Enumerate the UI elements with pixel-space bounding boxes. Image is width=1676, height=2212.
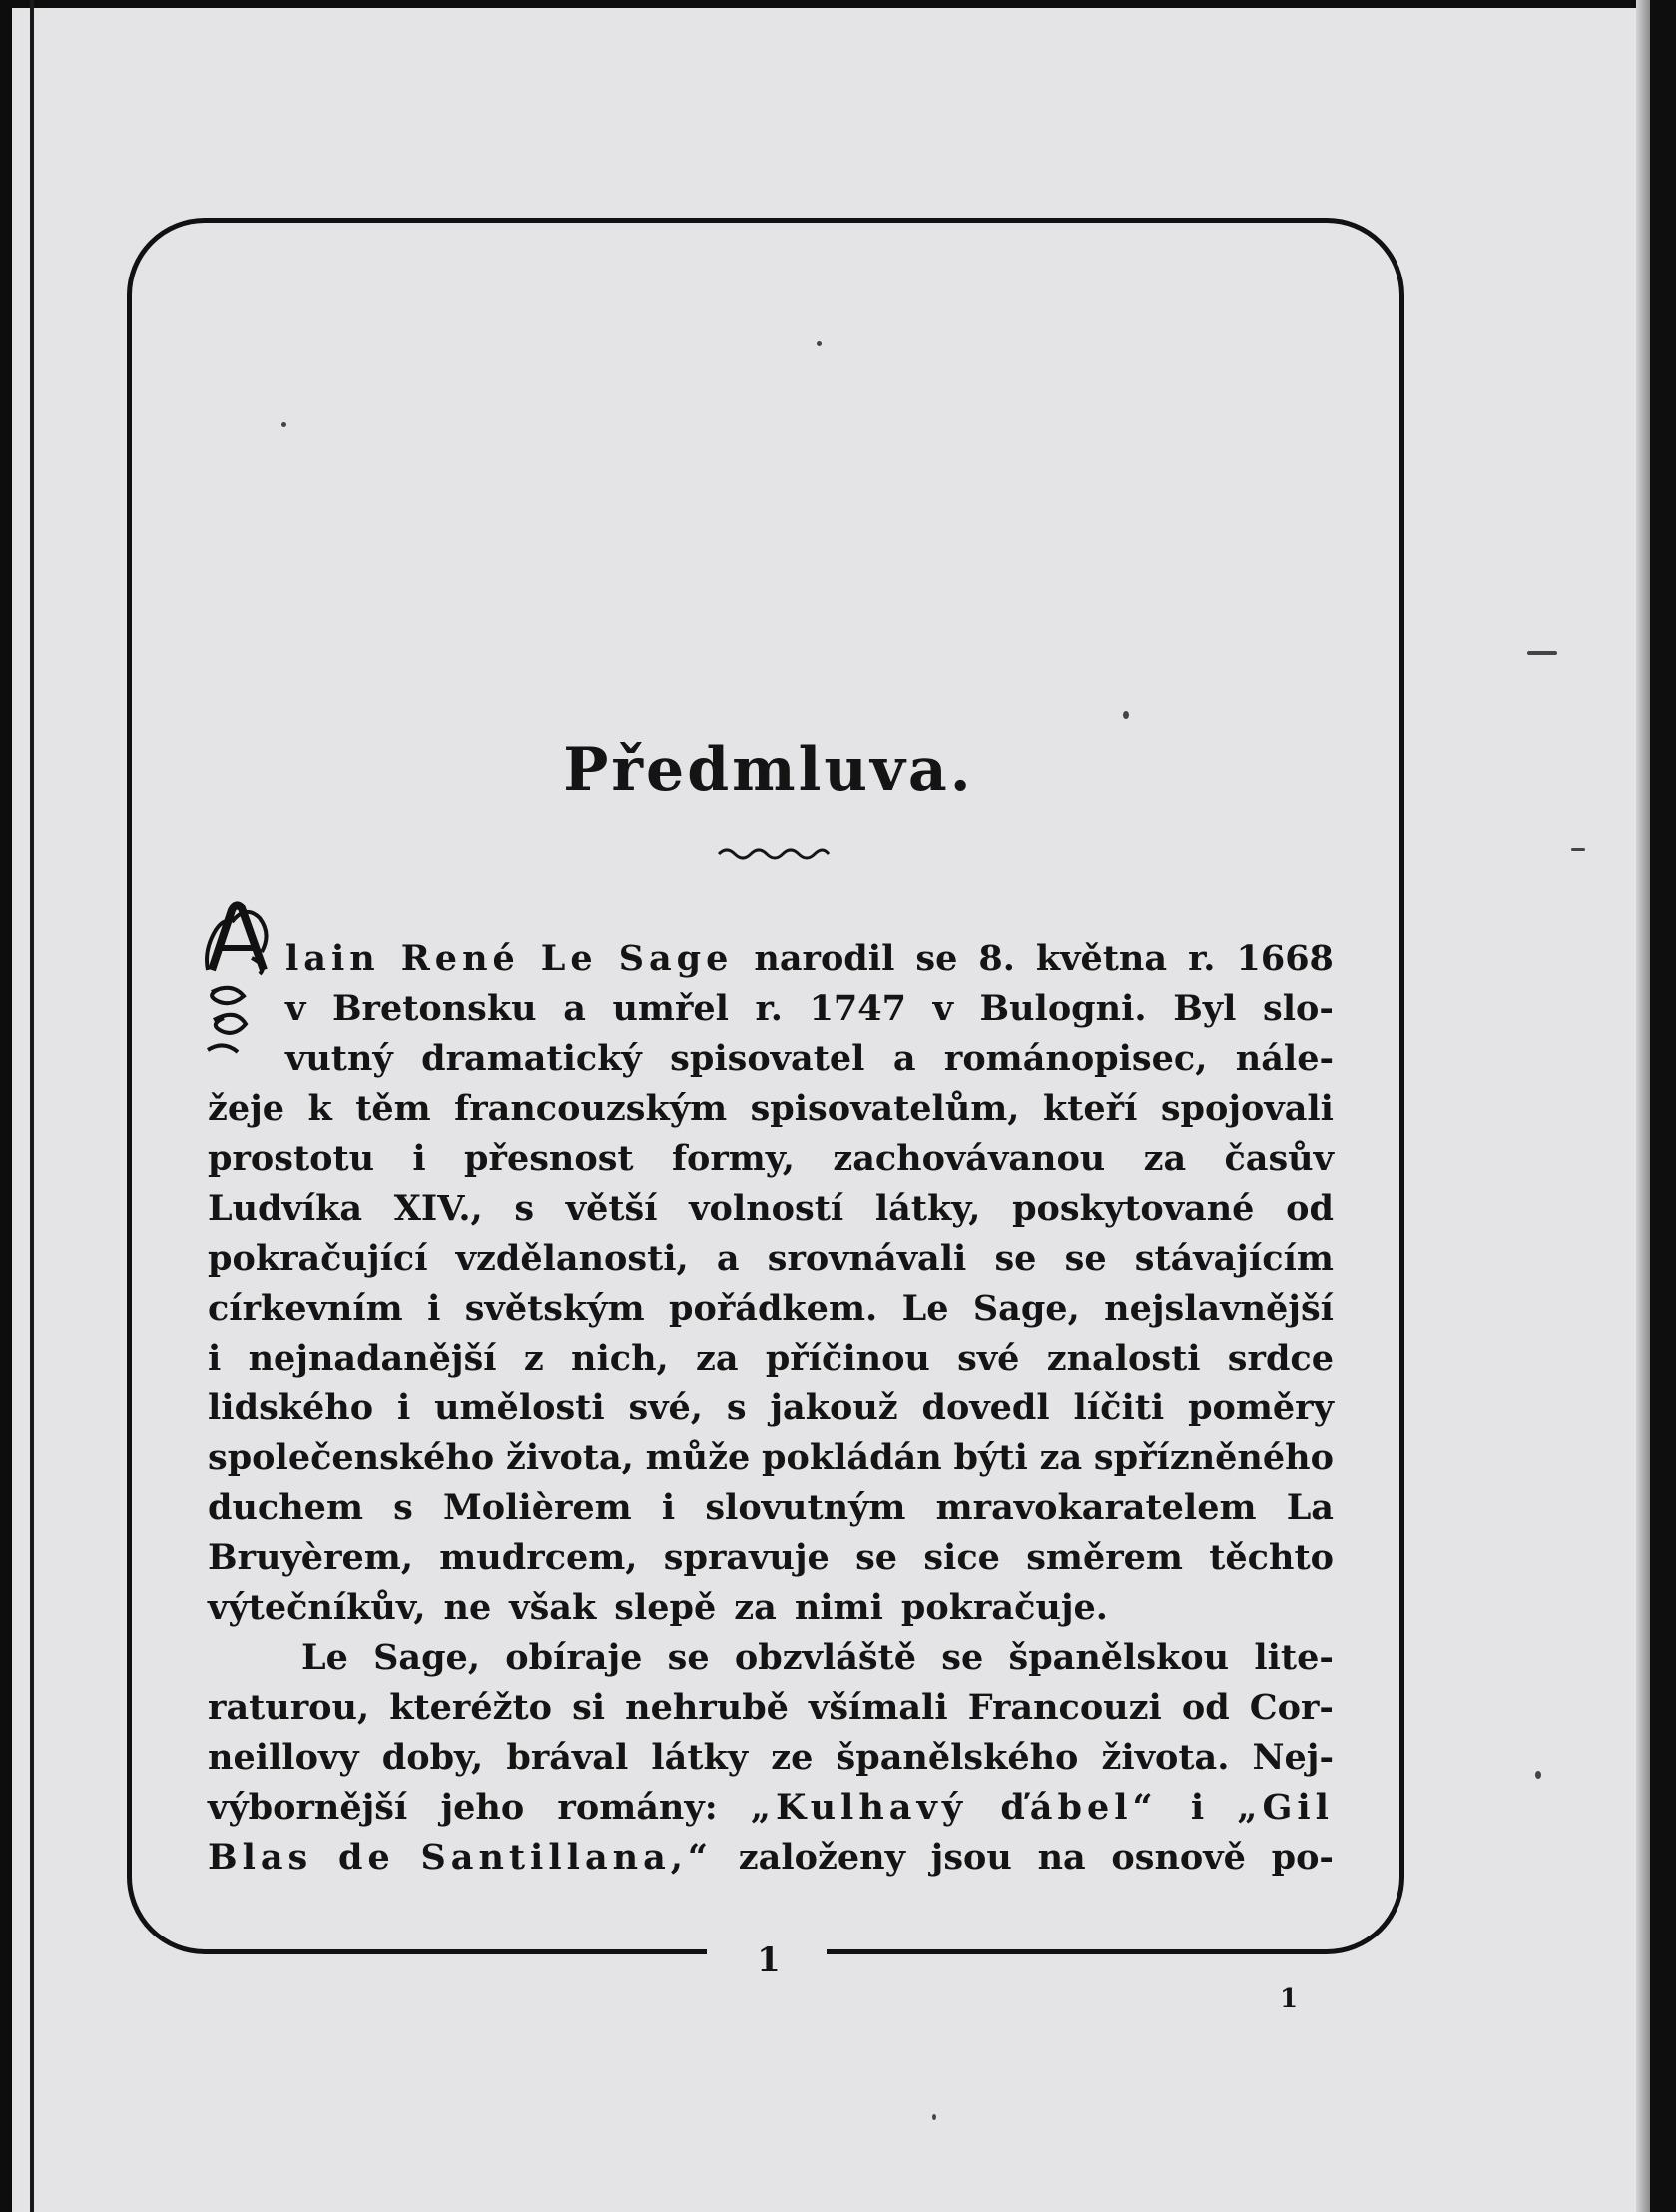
text-line [208,1833,1334,1883]
word: světským [464,1288,645,1329]
word: za [1039,1437,1083,1478]
text-line [208,984,1334,1034]
word: Francouzi [967,1687,1162,1728]
word: nejnadanější [248,1338,497,1379]
word: spisovatel [670,1038,865,1079]
word: brával [506,1737,629,1778]
word: raturou, [208,1687,370,1728]
word: de [338,1837,395,1878]
word: znalosti [1046,1338,1201,1379]
word: a [716,1238,740,1279]
word: s [726,1387,747,1428]
word: žeje [208,1088,285,1129]
word: lidského [208,1387,374,1428]
text-line [208,1383,1334,1433]
word: i [208,1338,222,1379]
word: přesnost [464,1138,634,1179]
word: vutný [285,1038,393,1079]
word: jeho [440,1787,525,1828]
text-line [208,934,1334,984]
word: r. [755,988,783,1029]
word: větší [565,1188,658,1229]
text-line [208,1234,1334,1284]
word: života, [505,1437,634,1478]
text-line [208,1084,1334,1134]
text-line [208,1683,1334,1733]
word: formy, [671,1138,795,1179]
word: církevním [208,1288,403,1329]
word: i [427,1288,441,1329]
word: doby, [381,1737,484,1778]
word: z [523,1338,544,1379]
word: zachovávanou [833,1138,1106,1179]
word: se [915,938,958,979]
word: nimi [794,1587,883,1628]
word: své [957,1338,1020,1379]
word: Nej- [1252,1737,1334,1778]
word: za [695,1338,739,1379]
word: „Gil [1237,1787,1334,1828]
word: volností [689,1188,844,1229]
text-line [208,1583,1334,1633]
word: obzvláště [734,1637,917,1678]
word: příčinou [765,1338,930,1379]
word: Le [901,1288,949,1329]
word: pokračující [208,1238,428,1279]
scan-speck [1571,848,1585,851]
word: Molièrem [443,1487,632,1528]
word: však [509,1587,597,1628]
word: francouzským [454,1088,728,1129]
text-line [208,1733,1334,1783]
word: lain [285,938,380,979]
word: v [285,988,306,1029]
word: k [307,1088,332,1129]
word: 1668 [1236,938,1334,979]
word: 1747 [809,988,906,1029]
word: sice [923,1537,1000,1578]
word: po- [1271,1837,1334,1878]
word: výtečníkův, [208,1587,426,1628]
word: se [667,1637,710,1678]
word: Cor- [1249,1687,1334,1728]
scan-speck [281,422,286,427]
word: látky [651,1737,749,1778]
word: pořádkem. [669,1288,878,1329]
word: těm [355,1088,431,1129]
word: pokládán [762,1437,942,1478]
word: Bulogni. [979,988,1147,1029]
word: května [1035,938,1168,979]
word: duchem [208,1487,363,1528]
word: španělského [836,1737,1079,1778]
text-line [208,1483,1334,1533]
word: slovutným [705,1487,906,1528]
word: Bretonsku [331,988,537,1029]
word: lite- [1254,1637,1334,1678]
word: XIV., [393,1188,483,1229]
text-line [208,1334,1334,1383]
scan-speck [1123,711,1129,719]
word: si [572,1687,606,1728]
word: spojovali [1160,1088,1334,1129]
text-line [208,1533,1334,1583]
word: nehrubě [625,1687,789,1728]
word: Le [540,938,598,979]
scan-border-top [0,0,1676,8]
word: mudrcem, [439,1537,638,1578]
text-line [208,1633,1334,1683]
scan-page-edge-left [30,0,34,2212]
word: se [855,1537,898,1578]
word: Blas [208,1837,313,1878]
scan-border-right [1650,0,1676,2212]
word: slo- [1263,988,1334,1029]
word: slepě [614,1587,717,1628]
word: i [396,1387,411,1428]
word: s [514,1188,535,1229]
word: za [1143,1138,1187,1179]
word: ďábel“ [1000,1787,1158,1828]
word: i [661,1487,676,1528]
word: Sage, [972,1288,1080,1329]
text-line [208,1284,1334,1334]
word: společenského [208,1437,495,1478]
word: mravokaratelem [935,1487,1257,1528]
signature-mark: 1 [1280,1984,1299,2014]
word: Le [301,1637,348,1678]
text-line [208,1134,1334,1184]
word: na [1037,1837,1086,1878]
word: ze [771,1737,814,1778]
word: býti [953,1437,1028,1478]
word: může [645,1437,751,1478]
body-text [208,934,1334,1883]
word: od [1286,1188,1334,1229]
scan-border-left [0,0,12,2212]
word: Bruyèrem, [208,1537,414,1578]
word: a [563,988,586,1029]
word: umělosti [434,1387,605,1428]
word: Sage, [373,1637,481,1678]
word: René [400,938,520,979]
word: života. [1101,1737,1230,1778]
page-number: 1 [757,1940,781,1980]
text-line [208,1433,1334,1483]
word: Santillana,“ [420,1837,714,1878]
word: umřel [612,988,729,1029]
word: poskytované [1012,1188,1255,1229]
word: i [1190,1787,1205,1828]
page-title: Předmluva. [563,735,974,805]
word: srdce [1227,1338,1334,1379]
word: a [892,1038,916,1079]
word: kteří [1042,1088,1138,1129]
word: romány: [557,1787,718,1828]
word: neillovy [208,1737,359,1778]
word: narodil [754,938,895,979]
word: těchto [1209,1537,1334,1578]
word: kteréžto [389,1687,552,1728]
text-line [208,1783,1334,1833]
word: nále- [1235,1038,1334,1079]
word: pokračuje. [900,1587,1108,1628]
word: spravuje [663,1537,830,1578]
word: líčiti [1073,1387,1165,1428]
word: srovnávali [767,1238,967,1279]
title-ornament [717,844,831,860]
scan-speck [817,341,822,346]
word: stávajícím [1134,1238,1334,1279]
word: poměry [1188,1387,1334,1428]
word: „Kulhavý [750,1787,968,1828]
word: směrem [1026,1537,1183,1578]
word: prostotu [208,1138,375,1179]
word: od [1181,1687,1230,1728]
word: obíraje [505,1637,643,1678]
scan-speck [1527,651,1557,655]
word: v [932,988,953,1029]
word: spřízněného [1093,1437,1334,1478]
word: spisovatelům, [750,1088,1020,1129]
word: za [734,1587,777,1628]
word: Byl [1173,988,1237,1029]
word: i [412,1138,426,1179]
word: Ludvíka [208,1188,363,1229]
word: všímali [809,1687,948,1728]
word: dramatický [421,1038,642,1079]
word: španělskou [1008,1637,1230,1678]
word: s [393,1487,413,1528]
word: r. [1188,938,1216,979]
word: 8. [978,938,1015,979]
word: časův [1224,1138,1334,1179]
scan-page-shadow-right [1636,0,1650,2212]
word: dovedl [921,1387,1050,1428]
word: se [1064,1238,1107,1279]
word: jsou [930,1837,1012,1878]
word: nich, [571,1338,669,1379]
word: vzdělanosti, [455,1238,689,1279]
scan-speck [1535,1771,1541,1779]
word: Sage [618,938,734,979]
word: látky, [874,1188,981,1229]
scan-speck [932,2114,936,2120]
word: se [941,1637,984,1678]
word: jakouž [770,1387,898,1428]
text-line [208,1184,1334,1234]
word: románopisec, [943,1038,1208,1079]
text-line [208,1034,1334,1084]
word: založeny [738,1837,905,1878]
word: nejslavnější [1104,1288,1334,1329]
word: osnově [1111,1837,1246,1878]
word: své, [628,1387,703,1428]
word: výbornější [208,1787,408,1828]
word: La [1286,1487,1334,1528]
word: ne [443,1587,492,1628]
word: se [994,1238,1037,1279]
